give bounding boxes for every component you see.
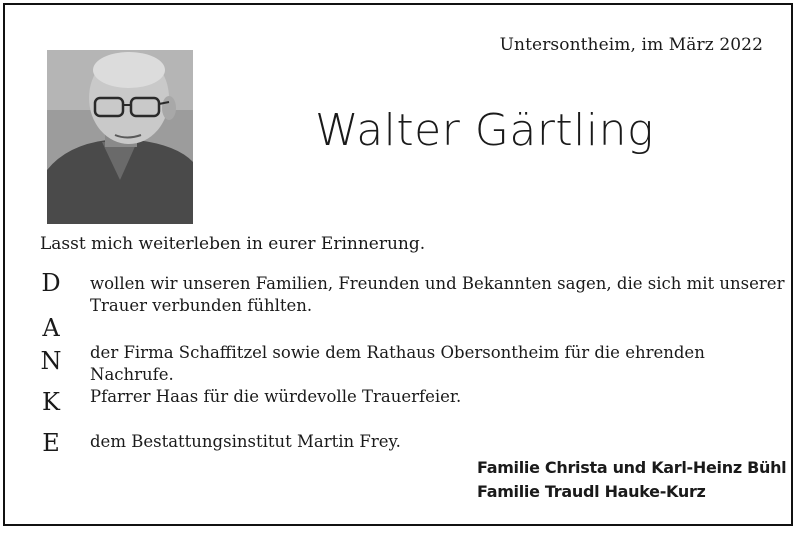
danke-letter-a: A bbox=[42, 314, 60, 342]
danke-letter-e: E bbox=[42, 429, 60, 457]
signature-family-2: Familie Traudl Hauke-Kurz bbox=[477, 482, 706, 501]
portrait-photo bbox=[47, 50, 193, 224]
obituary-card bbox=[3, 3, 793, 526]
deceased-name: Walter Gärtling bbox=[315, 105, 654, 156]
thanks-line-1b: Trauer verbunden fühlten. bbox=[90, 296, 313, 315]
signature-family-1: Familie Christa und Karl-Heinz Bühl bbox=[477, 458, 787, 477]
place-date: Untersontheim, im März 2022 bbox=[499, 35, 763, 55]
motto: Lasst mich weiterleben in eurer Erinnerung. bbox=[40, 234, 426, 254]
danke-letter-n: N bbox=[40, 347, 62, 375]
danke-letter-d: D bbox=[41, 269, 61, 297]
thanks-line-4: dem Bestattungsinstitut Martin Frey. bbox=[90, 432, 401, 451]
thanks-line-3: Pfarrer Haas für die würdevolle Trauerfeier. bbox=[90, 387, 462, 406]
thanks-line-1a: wollen wir unseren Familien, Freunden und Bekannten sagen, die sich mit unserer bbox=[90, 274, 785, 293]
thanks-line-2: der Firma Schaffitzel sowie dem Rathaus Obersontheim für die ehrenden Nachrufe. bbox=[90, 343, 705, 384]
danke-letter-k: K bbox=[42, 388, 60, 416]
